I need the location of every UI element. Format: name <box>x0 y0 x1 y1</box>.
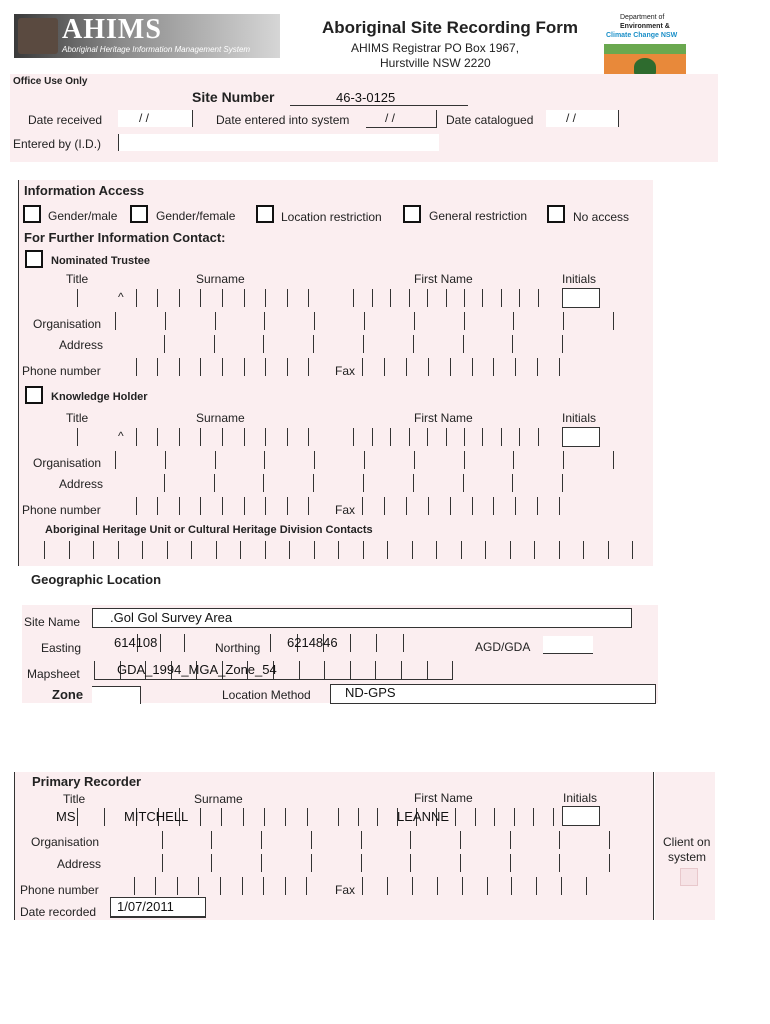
trustee-initials-field[interactable] <box>562 288 600 308</box>
mapsheet-label: Mapsheet <box>27 667 80 681</box>
further-information-heading: For Further Information Contact: <box>24 230 226 245</box>
site-name-label: Site Name <box>24 615 81 629</box>
general-restriction-checkbox[interactable] <box>403 205 421 223</box>
recorder-initials-label: Initials <box>563 791 598 805</box>
agd-gda-label: AGD/GDA <box>475 640 531 654</box>
dept-green-bar <box>604 44 686 54</box>
date-received-slashes: / / <box>139 111 150 125</box>
recorder-organisation-field[interactable] <box>113 831 610 849</box>
client-on-system-label-2: system <box>668 850 707 864</box>
heritage-unit-label: Aboriginal Heritage Unit or Cultural Heritage Division Contacts <box>45 524 373 536</box>
date-received-field[interactable] <box>118 110 193 127</box>
recorder-address-label: Address <box>57 857 102 871</box>
trustee-initials-label: Initials <box>562 272 597 286</box>
trustee-address-label: Address <box>59 338 104 352</box>
knowledge-address-label: Address <box>59 477 104 491</box>
gender-male-checkbox[interactable] <box>23 205 41 223</box>
easting-value: 614108 <box>114 635 158 650</box>
general-restriction-label: General restriction <box>429 209 528 223</box>
knowledge-organisation-label: Organisation <box>33 456 102 470</box>
no-access-label: No access <box>573 210 630 224</box>
agd-gda-field[interactable] <box>543 636 593 654</box>
nominated-trustee-label: Nominated Trustee <box>51 255 151 267</box>
client-on-system-checkbox[interactable] <box>680 868 698 886</box>
client-on-system-label-1: Client on <box>663 835 711 849</box>
date-recorded-label: Date recorded <box>20 905 97 919</box>
date-catalogued-field[interactable] <box>546 110 619 127</box>
trustee-fax-field[interactable] <box>362 358 581 376</box>
trustee-first-name-field[interactable] <box>336 289 556 307</box>
knowledge-caret: ^ <box>118 429 124 443</box>
knowledge-holder-checkbox[interactable] <box>25 386 43 404</box>
location-restriction-checkbox[interactable] <box>256 205 274 223</box>
trustee-first-name-label: First Name <box>414 272 473 286</box>
recorder-initials-field[interactable] <box>562 806 600 826</box>
date-received-label: Date received <box>28 113 103 127</box>
office-use-label: Office Use Only <box>13 76 88 87</box>
dept-line-3: Climate Change NSW <box>606 32 678 39</box>
knowledge-title-field[interactable] <box>52 428 102 446</box>
knowledge-fax-label: Fax <box>335 503 356 517</box>
knowledge-initials-field[interactable] <box>562 427 600 447</box>
site-number-value: 46-3-0125 <box>336 90 396 105</box>
dept-line-2: Environment & <box>620 23 670 30</box>
trustee-phone-label: Phone number <box>22 364 101 378</box>
knowledge-organisation-field[interactable] <box>115 451 614 469</box>
recorder-surname-label: Surname <box>194 792 243 806</box>
gender-female-label: Gender/female <box>156 209 236 223</box>
knowledge-address-field[interactable] <box>115 474 612 492</box>
ahims-logo <box>14 14 280 58</box>
recorder-first-name-label: First Name <box>414 791 473 805</box>
logo-subtitle: Aboriginal Heritage Information Management System <box>62 45 251 54</box>
entered-by-field[interactable] <box>118 134 439 151</box>
recorder-fax-label: Fax <box>335 883 356 897</box>
zone-label: Zone <box>52 687 84 702</box>
date-catalogued-label: Date catalogued <box>446 113 534 127</box>
northing-label: Northing <box>215 641 261 655</box>
address-line-1: AHIMS Registrar PO Box 1967, <box>351 41 520 55</box>
recorder-fax-field[interactable] <box>362 877 611 895</box>
date-recorded-value: 1/07/2011 <box>117 899 174 914</box>
knowledge-initials-label: Initials <box>562 411 597 425</box>
trustee-title-label: Title <box>66 272 89 286</box>
gender-male-label: Gender/male <box>48 209 118 223</box>
site-name-value: .Gol Gol Survey Area <box>110 610 233 625</box>
recorder-title-label: Title <box>63 792 86 806</box>
trustee-phone-field[interactable] <box>115 358 330 376</box>
easting-label: Easting <box>41 641 82 655</box>
knowledge-holder-label: Knowledge Holder <box>51 391 148 403</box>
heritage-unit-field[interactable] <box>44 541 633 559</box>
trustee-organisation-label: Organisation <box>33 317 102 331</box>
recorder-address-field[interactable] <box>113 854 610 872</box>
trustee-address-field[interactable] <box>115 335 612 353</box>
recorder-phone-field[interactable] <box>113 877 328 895</box>
trustee-surname-field[interactable] <box>115 289 330 307</box>
nominated-trustee-checkbox[interactable] <box>25 250 43 268</box>
knowledge-first-name-field[interactable] <box>336 428 556 446</box>
address-line-2: Hurstville NSW 2220 <box>380 56 491 70</box>
trustee-caret: ^ <box>118 290 124 304</box>
knowledge-first-name-label: First Name <box>414 411 473 425</box>
trustee-title-field[interactable] <box>52 289 102 307</box>
primary-recorder-heading: Primary Recorder <box>32 774 142 789</box>
knowledge-phone-label: Phone number <box>22 503 101 517</box>
knowledge-surname-field[interactable] <box>115 428 330 446</box>
date-entered-field[interactable] <box>366 110 437 128</box>
recorder-phone-label: Phone number <box>20 883 99 897</box>
knowledge-fax-field[interactable] <box>362 497 581 515</box>
trustee-surname-label: Surname <box>196 272 245 286</box>
geographic-location-heading: Geographic Location <box>31 572 162 587</box>
recorder-title-value: MS <box>56 809 76 824</box>
trustee-organisation-field[interactable] <box>115 312 614 330</box>
recorder-first-name-value: LEANNE <box>397 809 450 824</box>
zone-field[interactable] <box>92 686 141 704</box>
gender-female-checkbox[interactable] <box>130 205 148 223</box>
dept-line-1: Department of <box>620 14 665 21</box>
knowledge-surname-label: Surname <box>196 411 245 425</box>
date-entered-label: Date entered into system <box>216 113 350 127</box>
recorder-organisation-label: Organisation <box>31 835 100 849</box>
entered-by-label: Entered by (I.D.) <box>13 137 102 151</box>
location-restriction-label: Location restriction <box>281 210 382 224</box>
knowledge-phone-field[interactable] <box>115 497 330 515</box>
information-access-heading: Information Access <box>24 183 145 198</box>
knowledge-title-label: Title <box>66 411 89 425</box>
northing-value: 6214846 <box>287 635 338 650</box>
trustee-fax-label: Fax <box>335 364 356 378</box>
site-number-label: Site Number <box>192 89 275 105</box>
recorder-surname-value: MITCHELL <box>124 809 189 824</box>
location-method-label: Location Method <box>222 688 311 702</box>
logo-photo <box>18 18 58 54</box>
logo-title: AHIMS <box>62 14 162 45</box>
mapsheet-value: GDA_1994_MGA_Zone_54 <box>117 662 277 677</box>
date-catalogued-slashes: / / <box>566 111 577 125</box>
form-title: Aboriginal Site Recording Form <box>322 18 578 37</box>
date-entered-slashes: / / <box>385 111 396 125</box>
dept-logo <box>604 10 686 80</box>
no-access-checkbox[interactable] <box>547 205 565 223</box>
location-method-value: ND-GPS <box>345 685 396 700</box>
